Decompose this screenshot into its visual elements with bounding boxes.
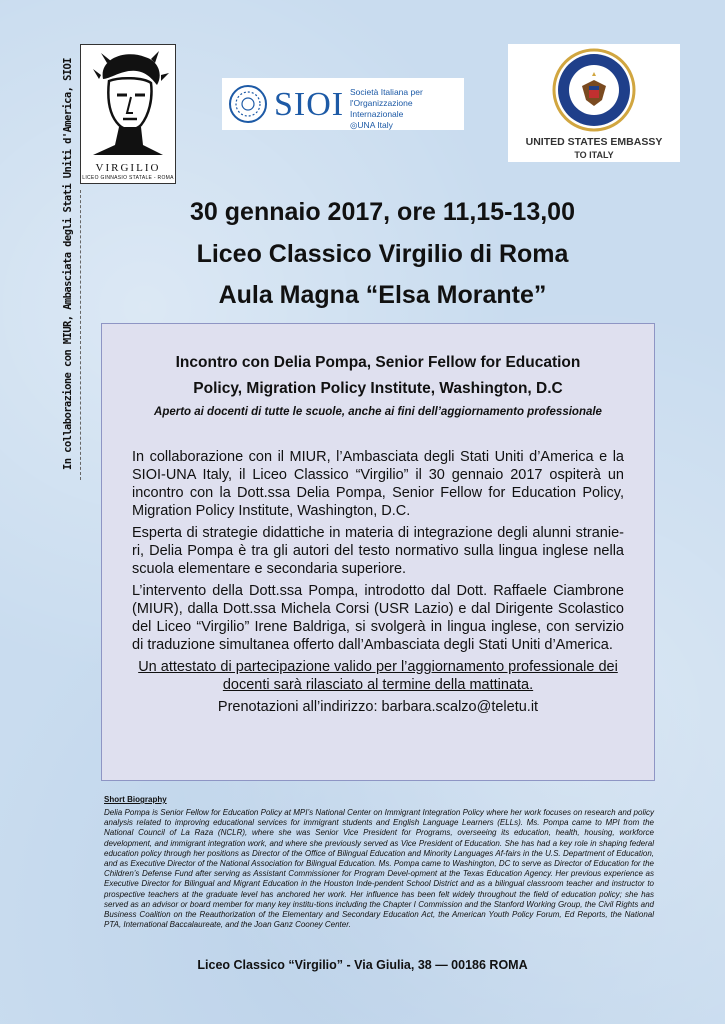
side-caption-text: In collaborazione con MIUR, Ambasciata degli Stati Uniti d'America, SIOI	[62, 58, 74, 470]
footer-address: Liceo Classico “Virgilio” - Via Giulia, 38 — 00186 ROMA	[197, 958, 528, 972]
paragraph-booking: Prenotazioni all’indirizzo: barbara.scalzo@teletu.it	[217, 699, 539, 715]
virgilio-name: VIRGILIO	[95, 162, 161, 174]
embassy-seal-icon	[552, 48, 636, 132]
bio-heading: Short Biography	[104, 795, 167, 804]
event-room-heading: Aula Magna “Elsa Morante”	[218, 281, 547, 309]
paragraph-collaboration: In collaborazione con il MIUR, l’Ambasciata degli Stati Uniti d’America e la SIOI-UNA Italy, il Liceo Classico “Virgilio” il 30 gennaio 2017 ospiterà un incontro con la Dott.ssa Delia Pompa, Senior Fellow for Education Policy, Migration Policy Institute, Washington, D.C.	[132, 449, 624, 519]
paragraph-intervention: L’intervento della Dott.ssa Pompa, introdotto dal Dott. Raffaele Ciambrone (MIUR), dalla Dott.ssa Michela Corsi (USR Lazio) e dal Dirigente Scolastico del Liceo “Virgilio” Irene Baldriga, si svolgerà in lingua inglese, con servizio di traduzione simultanea offerto dall’Ambasciata degli Stati Uniti d’America.	[132, 583, 624, 653]
virgilio-head-emblem	[85, 49, 171, 159]
paragraph-expertise: Esperta di strategie didattiche in materia di integrazione degli alunni stranie-ri, Delia Pompa è tra gli autori del testo normativo sulla lingua inglese nella scuola elementare e secondaria superiore.	[132, 525, 624, 577]
virgilio-logo	[80, 44, 176, 184]
sioi-line-2: l'Organizzazione Internazionale	[350, 98, 413, 119]
un-emblem-icon: ◎	[350, 120, 358, 130]
sioi-wordmark: SIOI	[274, 86, 345, 123]
sioi-line-3: ◎UNA Italy	[350, 120, 393, 130]
embassy-location: TO ITALY	[574, 150, 614, 160]
us-embassy-logo	[508, 44, 680, 162]
box-subtitle: Aperto ai docenti di tutte le scuole, anche ai fini dell’aggiornamento professionale	[154, 406, 602, 418]
event-info-box	[101, 323, 655, 781]
sioi-description	[350, 87, 464, 131]
sioi-logo	[222, 78, 464, 130]
box-title-line-1: Incontro con Delia Pompa, Senior Fellow for Education	[175, 354, 581, 371]
sioi-line-1: Società Italiana per	[350, 87, 423, 97]
margin-divider	[80, 190, 81, 480]
event-venue-heading: Liceo Classico Virgilio di Roma	[196, 240, 569, 268]
sioi-globe-icon	[228, 84, 268, 124]
virgilio-subtitle: LICEO GINNASIO STATALE - ROMA	[82, 175, 174, 181]
embassy-name: UNITED STATES EMBASSY	[525, 136, 663, 148]
bio-text: Delia Pompa is Senior Fellow for Education Policy at MPI’s National Center on Immigrant Integration Policy where her work focuses on research and policy analysis related to improving educational services for immigrant students and English Language Learners (ELLs). Ms. Pompa came to MPI from the National Council of La Raza (NCLR), where she was Senior Vice President for Programs, overseeing its education, health, housing, workforce development, and immigrant integration work, and where she previously served as Vice President of Education. She has had a key role in shaping federal education policy through her positions as Director of the Office of Bilingual Education and Minority Languages Af-fairs in the U.S. Department of Education, and as Executive Director of the National Association for Bilingual Education. Ms. Pompa came to Washington, DC to serve as Director of Education for the Children’s Defense Fund after serving as Assistant Commissioner for Program Devel-opment at the Texas Education Agency. Her previous experience as Executive Director for Bilingual and Migrant Education in the Houston Inde-pendent School District and as a bilingual classroom teacher and instructor to prospective teachers at the graduate level has anchored her work. Her influence has been felt widely throughout the field of education policy; she has served as an advisor or board member for many key institu-tions including the Chapter I Commission and the Stanford Working Group, the Civil Rights and Business Coalition on the Reauthorization of the Elementary and Secondary Education Act, the American Youth Policy Forum, Ed Reports, the National PTA, International Baccalaureate, and the Joan Ganz Cooney Center.	[104, 808, 654, 930]
paragraph-certificate: Un attestato di partecipazione valido per l’aggiornamento professionale dei docenti sarà rilasciato al termine della mattinata.	[138, 659, 618, 693]
event-date-heading: 30 gennaio 2017, ore 11,15-13,00	[190, 198, 575, 226]
box-title-line-2: Policy, Migration Policy Institute, Washington, D.C	[193, 380, 563, 397]
